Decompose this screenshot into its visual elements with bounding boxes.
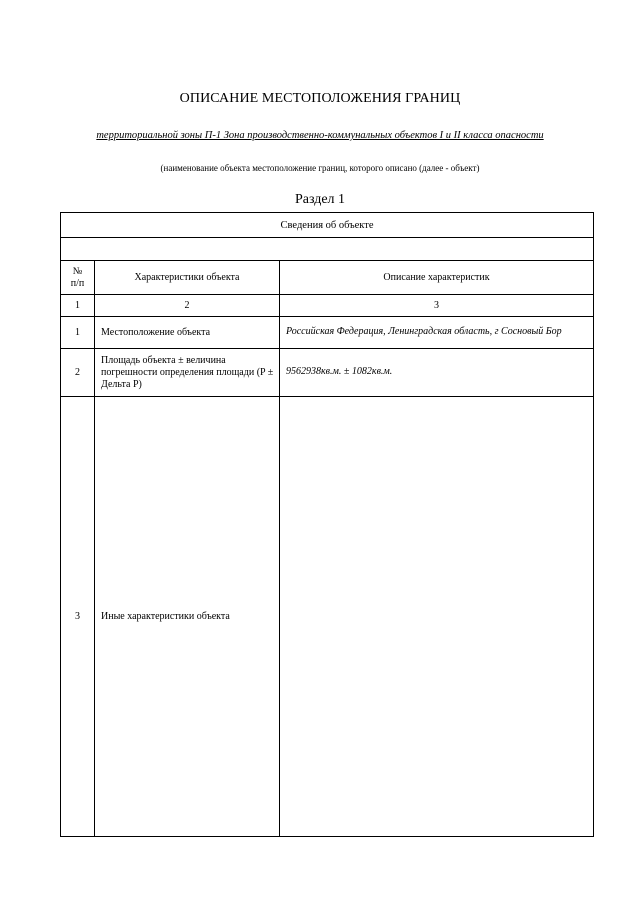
section-title: Раздел 1 [294,192,346,207]
column-number-3: 3 [280,295,594,317]
column-header-row [61,261,594,295]
table-row [61,349,594,397]
row-number: 3 [61,397,95,837]
table-blank-row [61,238,594,261]
column-header-num [61,261,95,295]
blank-cell [61,238,594,261]
table-header: Сведения об объекте [61,213,594,238]
object-info-table [60,212,594,837]
row-description [280,397,594,837]
column-header-num-line1: № [72,265,83,277]
zone-caption: (наименование объекта местоположение границ, которого описано (далее - объект) [160,163,480,173]
table-header-row [61,213,594,238]
row-description: 9562938кв.м. ± 1082кв.м. [280,349,594,397]
document-title: ОПИСАНИЕ МЕСТОПОЛОЖЕНИЯ ГРАНИЦ [179,91,461,106]
column-header-characteristic: Характеристики объекта [95,261,280,295]
column-header-description: Описание характеристик [280,261,594,295]
column-header-num-line2: п/п [70,277,85,289]
row-number: 2 [61,349,95,397]
row-characteristic: Иные характеристики объекта [95,397,280,837]
zone-name: территориальной зоны П-1 Зона производственно-коммунальных объектов I и II класса опасности [96,130,544,141]
row-number: 1 [61,317,95,349]
column-number-2: 2 [95,295,280,317]
table-row [61,397,594,837]
row-characteristic: Местоположение объекта [95,317,280,349]
row-characteristic: Площадь объекта ± величина погрешности определения площади (P ± Дельта P) [95,349,280,397]
column-number-1: 1 [61,295,95,317]
column-number-row [61,295,594,317]
row-description: Российская Федерация, Ленинградская область, г Сосновый Бор [280,317,594,349]
table-row [61,317,594,349]
